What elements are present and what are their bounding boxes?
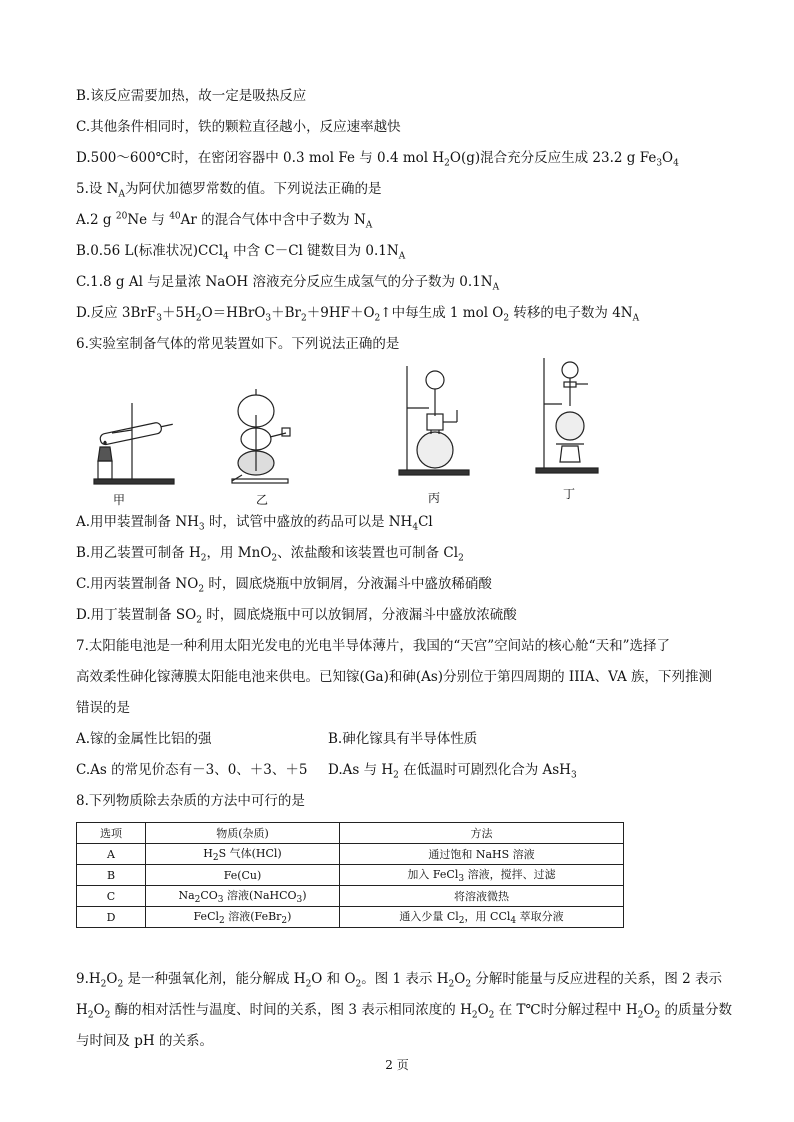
table-cell: B	[77, 865, 146, 886]
table-row	[77, 907, 624, 928]
q6-option-c: C.用丙装置制备 $NO_2$ 时，圆底烧瓶中放铜屑，分液漏斗中盛放稀硝酸	[76, 576, 492, 595]
q6-option-a: A.用甲装置制备 $NH_3$ 时，试管中盛放的药品可以是 $NH_4Cl$	[76, 514, 433, 533]
table-cell: 加入 FeCl$_3$ 溶液，搅拌、过滤	[340, 865, 624, 886]
apparatus-yi-icon	[222, 385, 302, 487]
q9-stem-line3: 与时间及 pH 的关系。	[76, 1033, 213, 1049]
table-header: 方法	[340, 823, 624, 844]
q9-stem-line2: $H_2O_2$ 酶的相对活性与温度、时间的关系，图 3 表示相同浓度的 $H_2O_2$ 在 T℃时分解过程中 $H_2O_2$ 的质量分数	[76, 1002, 733, 1021]
table-cell: $H_2S$ 气体(HCl)	[146, 844, 340, 865]
q8-stem: 8.下列物质除去杂质的方法中可行的是	[76, 793, 305, 809]
q5-stem: 5.设 $N_A$为阿伏加德罗常数的值。下列说法正确的是	[76, 181, 382, 200]
q5-option-c: C.1.8 g Al 与足量浓 NaOH 溶液充分反应生成氢气的分子数为 $0.1N_A$	[76, 274, 500, 293]
q7-option-b: B.砷化镓具有半导体性质	[328, 731, 478, 747]
q4-option-d: D.500～600℃时，在密闭容器中 0.3 mol Fe 与 0.4 mol $H_2O(g)$混合充分反应生成 23.2 g $Fe_3O_4$	[76, 150, 679, 169]
q7-option-c: C.As 的常见价态有－3、0、＋3、＋5	[76, 762, 308, 778]
q6-option-b: B.用乙装置可制备 $H_2$，用 MnO$_2$、浓盐酸和该装置也可制备 $Cl_2$	[76, 545, 464, 564]
table-row	[77, 886, 624, 907]
label-bing: 丙	[428, 491, 441, 505]
table-cell: FeCl$_2$ 溶液(FeBr$_2$)	[146, 907, 340, 928]
q5-option-d: D.反应 $3BrF_3+5H_2O=HBrO_3+Br_2+9HF+O_2↑$中每生成 1 mol $O_2$ 转移的电子数为 $4N_A$	[76, 305, 640, 324]
apparatus-jia-icon	[82, 395, 182, 487]
q6-stem: 6.实验室制备气体的常见装置如下。下列说法正确的是	[76, 336, 400, 352]
q9-stem-line1: $9.H_2O_2$ 是一种强氧化剂，能分解成 $H_2O$ 和 $O_2$。图 1 表示 $H_2O_2$ 分解时能量与反应进程的关系，图 2 表示	[76, 971, 723, 990]
table-cell: D	[77, 907, 146, 928]
q7-stem-line3: 错误的是	[76, 700, 130, 716]
q7-stem-line1: 7.太阳能电池是一种利用太阳光发电的光电半导体薄片，我国的“天宫”空间站的核心舱“天和”选择了	[76, 638, 670, 654]
page-number: 2 页	[385, 1058, 409, 1072]
apparatus-bing-icon	[395, 360, 475, 480]
q6-option-d: D.用丁装置制备 $SO_2$ 时，圆底烧瓶中可以放铜屑，分液漏斗中盛放浓硫酸	[76, 607, 517, 626]
label-jia: 甲	[113, 493, 126, 507]
table-cell: 通入少量 $Cl_2$，用 CCl$_4$ 萃取分液	[340, 907, 624, 928]
table-cell: C	[77, 886, 146, 907]
label-ding: 丁	[563, 487, 576, 501]
table-header-row	[77, 823, 624, 844]
table-cell: 通过饱和 NaHS 溶液	[340, 844, 624, 865]
q5-option-b: B.0.56 L(标准状况)CCl$_4$ 中含 C－Cl 键数目为 $0.1N_A$	[76, 243, 406, 262]
q8-options-table	[76, 822, 624, 928]
label-yi: 乙	[256, 493, 269, 507]
table-cell: 将溶液微热	[340, 886, 624, 907]
table-row	[77, 865, 624, 886]
table-header: 物质(杂质)	[146, 823, 340, 844]
table-cell: A	[77, 844, 146, 865]
q7-stem-line2: 高效柔性砷化镓薄膜太阳能电池来供电。已知镓(Ga)和砷(As)分别位于第四周期的 IIIA、VA 族，下列推测	[76, 669, 712, 685]
q4-option-c: C.其他条件相同时，铁的颗粒直径越小，反应速率越快	[76, 119, 401, 135]
table-row	[77, 844, 624, 865]
q4-option-b: B.该反应需要加热，故一定是吸热反应	[76, 88, 307, 104]
q7-option-a: A.镓的金属性比铝的强	[76, 731, 212, 747]
table-cell: Fe(Cu)	[146, 865, 340, 886]
q5-option-a: A.2 g $^{20}$Ne 与 $^{40}$Ar 的混合气体中含中子数为 $N_A$	[76, 211, 373, 231]
apparatus-ding-icon	[530, 352, 604, 478]
table-cell: $Na_2CO_3$ 溶液(NaHCO$_3$)	[146, 886, 340, 907]
table-header: 选项	[77, 823, 146, 844]
q7-option-d: D.As 与 $H_2$ 在低温时可剧烈化合为 AsH$_3$	[328, 762, 577, 781]
